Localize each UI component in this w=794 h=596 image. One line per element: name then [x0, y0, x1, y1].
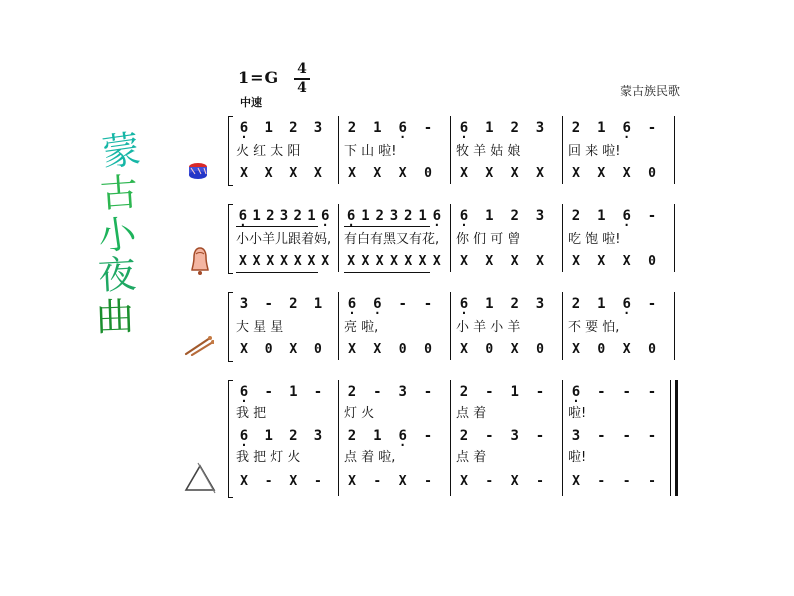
rhythm-note: X: [597, 254, 606, 269]
rhythm-measure: [236, 472, 326, 492]
measure: [344, 206, 444, 226]
triangle-instrument-icon: [182, 460, 218, 494]
rhythm-note: -: [373, 474, 382, 489]
barline: [674, 292, 675, 360]
rhythm-note: X: [510, 166, 519, 181]
song-title-vertical: [92, 126, 150, 342]
note: 1: [305, 206, 319, 227]
note: 3: [277, 206, 291, 227]
rhythm-note: 0: [398, 342, 407, 357]
rhythm-measure: [456, 164, 548, 184]
lyric-measure: 点 着: [456, 450, 487, 465]
barline: [450, 380, 451, 496]
rhythm-note: 0: [424, 166, 432, 181]
note: -: [647, 120, 657, 136]
note: 2: [347, 120, 357, 136]
rhythm-note: X: [485, 254, 494, 269]
rhythm-measure: [344, 252, 444, 272]
rhythm-note: 0: [485, 342, 494, 357]
rhythm-note: -: [622, 474, 631, 489]
rhythm-note: X: [460, 254, 468, 269]
note: 2: [571, 208, 581, 224]
title-char: 夜: [96, 252, 138, 298]
note: 2: [510, 296, 519, 312]
rhythm-note: X: [305, 252, 319, 273]
note: -: [423, 120, 433, 136]
rhythm-note: X: [277, 252, 291, 273]
note: 2: [571, 296, 581, 312]
measure: [236, 294, 326, 314]
rhythm-note: X: [348, 166, 356, 181]
rhythm-measure: [456, 252, 548, 272]
lyric-measure: 点 着 啦,: [344, 450, 396, 465]
rhythm-measure: [344, 164, 436, 184]
note: -: [373, 384, 382, 400]
note: -: [313, 384, 323, 400]
note: 3: [313, 428, 323, 444]
note: 6 ·: [568, 382, 584, 402]
rhythm-measure: [568, 164, 660, 184]
measure: [568, 382, 660, 402]
notes-row: [228, 118, 678, 138]
rhythm-note: X: [415, 252, 429, 273]
note: 1: [597, 296, 606, 312]
note: 3: [398, 384, 407, 400]
note: 6 ·: [344, 294, 360, 314]
rhythm-note: X: [572, 166, 580, 181]
barline: [338, 116, 339, 184]
lyrics-row: [228, 142, 678, 162]
rhythm-measure: [456, 340, 548, 360]
rhythm-measure: [568, 252, 660, 272]
measure: [236, 118, 326, 138]
lyric-measure: 下 山 啦!: [344, 144, 397, 159]
lyric-measure: 点 着: [456, 406, 487, 421]
note: 1: [289, 384, 298, 400]
rhythm-note: -: [648, 474, 656, 489]
rhythm-note: X: [398, 166, 407, 181]
barline: [674, 204, 675, 272]
rhythm-note: X: [622, 254, 631, 269]
rhythm-note: X: [572, 254, 580, 269]
rhythm-note: X: [250, 252, 264, 273]
note: 1: [510, 384, 519, 400]
lyric-measure: 你 们 可 曾: [456, 232, 521, 247]
rhythm-note: X: [510, 474, 519, 489]
note: 2: [347, 428, 357, 444]
note: -: [535, 428, 545, 444]
rhythm-note: 0: [648, 166, 656, 181]
lyric-measure: 吃 饱 啦!: [568, 232, 621, 247]
measure: [568, 294, 660, 314]
rhythm-note: X: [263, 252, 277, 273]
lyric-measure: 火 红 太 阳: [236, 144, 301, 159]
note: 2: [510, 208, 519, 224]
note: -: [423, 296, 433, 312]
time-signature-numerator: 4: [297, 61, 307, 77]
rhythm-note: X: [373, 342, 382, 357]
rhythm-note: -: [597, 474, 606, 489]
measure: [456, 206, 548, 226]
note: 2: [459, 384, 469, 400]
rhythm-note: -: [264, 474, 273, 489]
time-signature-denominator: 4: [297, 79, 307, 96]
barline: [562, 116, 563, 184]
rhythm-note: 0: [536, 342, 544, 357]
rhythm-note: X: [321, 254, 330, 269]
note: 3: [571, 428, 581, 444]
rhythm-note: 0: [597, 342, 606, 357]
rhythm-note: X: [622, 166, 631, 181]
note: 2: [263, 206, 277, 227]
barline: [450, 204, 451, 272]
rhythm-note: 0: [648, 254, 656, 269]
rhythm-row: [228, 340, 678, 360]
rhythm-note: X: [432, 254, 441, 269]
barline: [562, 292, 563, 360]
rhythm-note: -: [314, 474, 322, 489]
final-barline: [670, 380, 678, 496]
percussion-sticks-icon: [184, 334, 214, 356]
note: 1: [373, 120, 382, 136]
rhythm-note: -: [485, 474, 494, 489]
title-char: 曲: [95, 294, 135, 340]
rhythm-measure: [568, 472, 660, 492]
note: -: [647, 384, 657, 400]
measure: [456, 294, 548, 314]
rhythm-measure: [344, 340, 436, 360]
note: 2: [289, 296, 298, 312]
lyric-measure: 我 把 灯 火: [236, 450, 301, 465]
note: 1: [264, 428, 273, 444]
note: 2: [401, 206, 415, 227]
rhythm-note: X: [373, 252, 387, 273]
rhythm-note: 0: [314, 342, 322, 357]
note: 6 ·: [369, 294, 385, 314]
note: -: [264, 384, 273, 400]
rhythm-note: X: [289, 166, 298, 181]
note: 6 ·: [395, 118, 411, 138]
note: 6 ·: [236, 382, 252, 402]
barline: [450, 292, 451, 360]
note: 1: [415, 206, 429, 227]
rhythm-note: X: [572, 342, 580, 357]
lyric-measure: 不 要 怕,: [568, 320, 620, 335]
rhythm-note: X: [240, 166, 248, 181]
note: -: [423, 384, 433, 400]
drum-icon: [186, 158, 210, 182]
barline: [674, 116, 675, 184]
note: 1: [597, 208, 606, 224]
title-char: 小: [95, 210, 139, 260]
rhythm-note: X: [510, 342, 519, 357]
note: 6 ·: [456, 206, 472, 226]
rhythm-note: X: [460, 342, 468, 357]
rhythm-measure: [236, 164, 326, 184]
lyric-measure: 回 来 啦!: [568, 144, 621, 159]
barline: [338, 292, 339, 360]
lyric-measure: 小小羊儿跟着妈,: [236, 232, 332, 247]
rhythm-note: 0: [424, 342, 432, 357]
lyric-measure: 有白有黑又有花,: [344, 232, 440, 247]
measure: [456, 426, 548, 446]
rhythm-note: X: [460, 166, 468, 181]
rhythm-note: X: [510, 254, 519, 269]
note: -: [597, 384, 606, 400]
notes-row-2: [228, 426, 678, 446]
note: 1: [485, 296, 494, 312]
measure: [456, 118, 548, 138]
rhythm-note: X: [622, 342, 631, 357]
rhythm-note: X: [348, 474, 356, 489]
rhythm-note: X: [373, 166, 382, 181]
barline: [338, 380, 339, 496]
note: 6 ·: [456, 294, 472, 314]
note: 2: [459, 428, 469, 444]
rhythm-note: X: [597, 166, 606, 181]
rhythm-note: X: [398, 474, 407, 489]
barline: [562, 204, 563, 272]
note: 1: [485, 208, 494, 224]
note: 3: [535, 208, 545, 224]
lyric-measure: 我 把: [236, 406, 267, 421]
note: 1: [358, 206, 372, 227]
lyrics-row-1: [228, 404, 678, 424]
note: 2: [291, 206, 305, 227]
title-char: 蒙: [99, 126, 143, 176]
note: 6 ·: [395, 426, 411, 446]
note: 2: [347, 384, 357, 400]
rhythm-note: X: [401, 252, 415, 273]
rhythm-note: X: [289, 474, 298, 489]
note: 3: [535, 120, 545, 136]
rhythm-note: 0: [648, 342, 656, 357]
rhythm-note: X: [236, 252, 250, 273]
measure: [568, 426, 660, 446]
note: 6 ·: [619, 294, 635, 314]
barline: [562, 380, 563, 496]
note: -: [622, 428, 631, 444]
rhythm-measure: [456, 472, 548, 492]
rhythm-note: X: [240, 474, 248, 489]
rhythm-row: [228, 164, 678, 184]
staff-2: [228, 200, 678, 274]
measure: [344, 118, 436, 138]
note: 6 ·: [318, 206, 332, 226]
note: 6 ·: [236, 206, 250, 227]
note: 6 ·: [430, 206, 444, 226]
note: 6 ·: [456, 118, 472, 138]
note: 2: [510, 120, 519, 136]
rhythm-note: X: [460, 474, 468, 489]
note: -: [647, 208, 657, 224]
measure: [456, 382, 548, 402]
note: 3: [387, 206, 401, 227]
rhythm-note: X: [572, 474, 580, 489]
rhythm-measure: [568, 340, 660, 360]
measure: [236, 426, 326, 446]
rhythm-note: X: [536, 166, 544, 181]
rhythm-note: X: [344, 252, 358, 273]
note: -: [647, 428, 657, 444]
note: -: [264, 296, 273, 312]
rhythm-note: X: [264, 166, 273, 181]
score: [228, 112, 678, 502]
measure: [344, 294, 436, 314]
rhythm-row: [228, 252, 678, 272]
staff-1: [228, 112, 678, 186]
note: 2: [289, 120, 298, 136]
notes-row: [228, 206, 678, 226]
rhythm-note: X: [485, 166, 494, 181]
key-signature: 1=G: [238, 68, 280, 87]
rhythm-note: X: [291, 252, 305, 273]
rhythm-note: -: [424, 474, 432, 489]
note: -: [622, 384, 631, 400]
note: 1: [373, 428, 382, 444]
rhythm-note: X: [289, 342, 298, 357]
rhythm-measure: [236, 252, 332, 272]
rhythm-note: X: [536, 254, 544, 269]
note: 3: [535, 296, 545, 312]
note: -: [485, 384, 494, 400]
lyrics-row: [228, 230, 678, 250]
note: 3: [510, 428, 519, 444]
rhythm-measure: [344, 472, 436, 492]
note: 2: [289, 428, 298, 444]
lyric-measure: 牧 羊 姑 娘: [456, 144, 521, 159]
note: 1: [597, 120, 606, 136]
staff-3: [228, 288, 678, 362]
rhythm-row: [228, 472, 678, 492]
notes-row: [228, 294, 678, 314]
note: 2: [373, 206, 387, 227]
lyric-measure: 啦!: [568, 450, 587, 465]
rhythm-note: 0: [264, 342, 273, 357]
note: 3: [239, 296, 249, 312]
bell-icon: [190, 246, 210, 276]
rhythm-measure: [236, 340, 326, 360]
lyric-measure: 大 星 星: [236, 320, 284, 335]
lyrics-row: [228, 318, 678, 338]
song-origin: 蒙古族民歌: [619, 84, 680, 98]
measure: [344, 426, 436, 446]
lyrics-row-2: [228, 448, 678, 468]
note: 6 ·: [619, 118, 635, 138]
note: 6 ·: [236, 118, 252, 138]
measure: [568, 206, 660, 226]
tempo-marking: 中速: [240, 96, 262, 109]
note: 2: [571, 120, 581, 136]
rhythm-note: X: [240, 342, 248, 357]
title-char: 古: [98, 169, 140, 217]
note: 1: [313, 296, 323, 312]
staff-4: [228, 376, 678, 496]
barline: [338, 204, 339, 272]
lyric-measure: 小 羊 小 羊: [456, 320, 521, 335]
rhythm-note: X: [314, 166, 322, 181]
lyric-measure: 啦!: [568, 406, 587, 421]
note: -: [485, 428, 494, 444]
score-header: [228, 60, 680, 114]
note: 3: [313, 120, 323, 136]
note: -: [535, 384, 545, 400]
rhythm-note: X: [348, 342, 356, 357]
measure: [236, 382, 326, 402]
note: 1: [250, 206, 264, 227]
barline: [450, 116, 451, 184]
measure: [568, 118, 660, 138]
note: -: [597, 428, 606, 444]
note: 6 ·: [619, 206, 635, 226]
note: -: [398, 296, 407, 312]
lyric-measure: 灯 火: [344, 406, 375, 421]
rhythm-note: -: [536, 474, 544, 489]
rhythm-note: X: [358, 252, 372, 273]
note: 1: [264, 120, 273, 136]
time-signature: [294, 62, 310, 96]
note: -: [423, 428, 433, 444]
note: 6 ·: [344, 206, 358, 227]
notes-row-1: [228, 382, 678, 402]
lyric-measure: 亮 啦,: [344, 320, 379, 335]
measure: [344, 382, 436, 402]
note: -: [647, 296, 657, 312]
measure: [236, 206, 332, 226]
note: 1: [485, 120, 494, 136]
note: 6 ·: [236, 426, 252, 446]
rhythm-note: X: [387, 252, 401, 273]
